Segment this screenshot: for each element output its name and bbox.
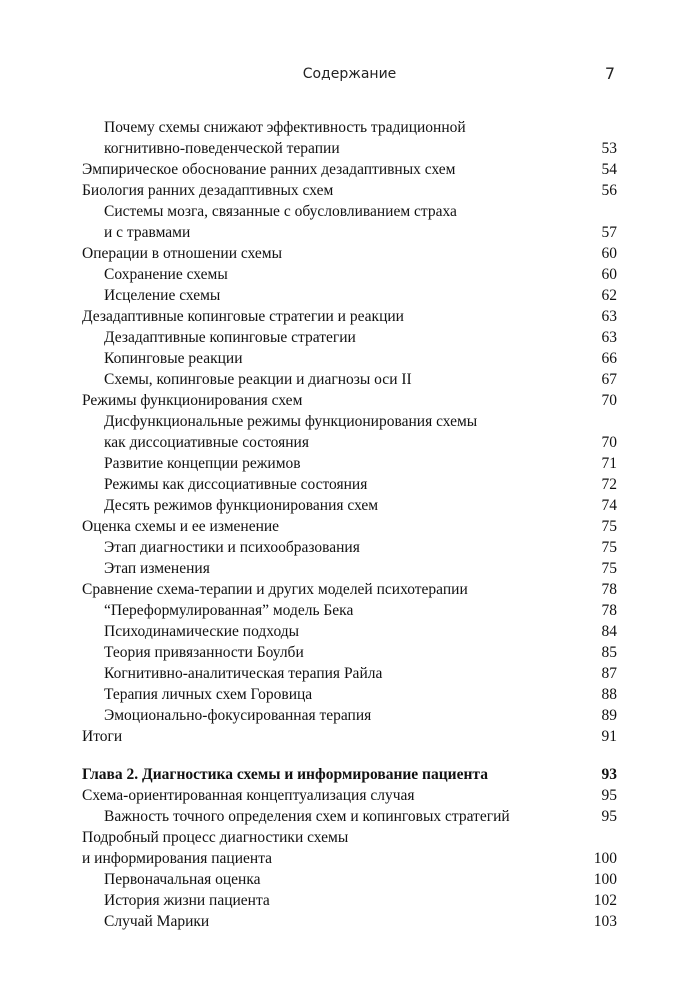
table-of-contents bbox=[82, 117, 617, 932]
toc-entry-page: 70 bbox=[601, 392, 617, 409]
toc-entry-page: 70 bbox=[601, 434, 617, 451]
toc-entry-page: 95 bbox=[601, 787, 617, 804]
toc-entry-title: Дезадаптивные копинговые стратегии и реакции bbox=[82, 308, 404, 325]
toc-entry-page: 93 bbox=[601, 766, 617, 783]
toc-chapter-entry bbox=[82, 764, 617, 785]
toc-entry bbox=[82, 159, 617, 180]
toc-entry-page: 53 bbox=[601, 140, 617, 157]
toc-entry-page: 89 bbox=[601, 707, 617, 724]
toc-entry-page: 75 bbox=[601, 539, 617, 556]
toc-entry bbox=[82, 117, 617, 159]
toc-entry-page: 60 bbox=[601, 266, 617, 283]
toc-entry-page: 87 bbox=[601, 665, 617, 682]
toc-entry-title: Схема-ориентированная концептуализация случая bbox=[82, 787, 415, 804]
toc-entry bbox=[82, 600, 617, 621]
toc-entry bbox=[82, 869, 617, 890]
running-header bbox=[0, 66, 699, 90]
toc-entry bbox=[82, 806, 617, 827]
toc-entry-title: Развитие концепции режимов bbox=[104, 455, 301, 472]
toc-entry-title: Биология ранних дезадаптивных схем bbox=[82, 182, 334, 199]
toc-entry-title: Десять режимов функционирования схем bbox=[104, 497, 379, 514]
toc-entry-title: Этап диагностики и психообразования bbox=[104, 539, 360, 556]
toc-entry-title: Операции в отношении схемы bbox=[82, 245, 283, 262]
toc-entry bbox=[82, 705, 617, 726]
toc-entry bbox=[82, 180, 617, 201]
toc-entry-title: Режимы как диссоциативные состояния bbox=[104, 476, 368, 493]
toc-entry-page: 67 bbox=[601, 371, 617, 388]
toc-entry-title: Дезадаптивные копинговые стратегии bbox=[104, 329, 356, 346]
toc-entry-page: 63 bbox=[601, 308, 617, 325]
toc-entry-page: 56 bbox=[601, 182, 617, 199]
toc-entry bbox=[82, 663, 617, 684]
toc-entry-title: как диссоциативные состояния bbox=[104, 434, 309, 451]
toc-entry bbox=[82, 327, 617, 348]
running-header-title: Содержание bbox=[302, 66, 397, 82]
toc-entry-page: 75 bbox=[601, 560, 617, 577]
toc-entry bbox=[82, 684, 617, 705]
toc-entry bbox=[82, 890, 617, 911]
toc-entry-title: и с травмами bbox=[104, 224, 191, 241]
toc-entry-page: 84 bbox=[601, 623, 617, 640]
toc-entry bbox=[82, 495, 617, 516]
toc-entry-page: 62 bbox=[601, 287, 617, 304]
toc-entry bbox=[82, 390, 617, 411]
toc-entry-page: 95 bbox=[601, 808, 617, 825]
toc-entry bbox=[82, 474, 617, 495]
toc-entry-page: 60 bbox=[601, 245, 617, 262]
toc-entry-page: 63 bbox=[601, 329, 617, 346]
toc-entry-page: 78 bbox=[601, 581, 617, 598]
toc-entry-title: Подробный процесс диагностики схемы bbox=[82, 829, 349, 846]
toc-entry-page: 100 bbox=[593, 850, 617, 867]
toc-entry-page: 78 bbox=[601, 602, 617, 619]
toc-entry-title: Почему схемы снижают эффективность традиционной bbox=[104, 119, 466, 136]
toc-entry-title: История жизни пациента bbox=[104, 892, 270, 909]
toc-entry-title: Когнитивно-аналитическая терапия Райла bbox=[104, 665, 383, 682]
toc-entry bbox=[82, 621, 617, 642]
toc-entry bbox=[82, 579, 617, 600]
toc-entry-title: Системы мозга, связанные с обусловливанием страха bbox=[104, 203, 457, 220]
toc-entry-title: Случай Марики bbox=[104, 913, 210, 930]
toc-entry-title: Режимы функционирования схем bbox=[82, 392, 303, 409]
toc-entry-page: 74 bbox=[601, 497, 617, 514]
page-number: 7 bbox=[604, 64, 615, 83]
toc-entry-page: 75 bbox=[601, 518, 617, 535]
toc-entry bbox=[82, 642, 617, 663]
toc-entry bbox=[82, 411, 617, 453]
toc-entry-page: 91 bbox=[601, 728, 617, 745]
toc-entry bbox=[82, 306, 617, 327]
toc-entry bbox=[82, 285, 617, 306]
toc-entry-title: Исцеление схемы bbox=[104, 287, 221, 304]
toc-entry-title: Схемы, копинговые реакции и диагнозы оси II bbox=[104, 371, 412, 388]
toc-entry-title: Оценка схемы и ее изменение bbox=[82, 518, 280, 535]
toc-entry-page: 102 bbox=[593, 892, 617, 909]
toc-entry-page: 88 bbox=[601, 686, 617, 703]
toc-entry-title: Итоги bbox=[82, 728, 123, 745]
toc-entry bbox=[82, 243, 617, 264]
toc-entry-title: Сохранение схемы bbox=[104, 266, 228, 283]
toc-entry-page: 103 bbox=[593, 913, 617, 930]
toc-entry-title: “Переформулированная” модель Бека bbox=[104, 602, 354, 619]
toc-entry bbox=[82, 558, 617, 579]
toc-entry-title: Глава 2. Диагностика схемы и информирование пациента bbox=[82, 766, 488, 783]
toc-entry-page: 71 bbox=[601, 455, 617, 472]
toc-entry bbox=[82, 827, 617, 869]
toc-entry-page: 54 bbox=[601, 161, 617, 178]
toc-entry bbox=[82, 264, 617, 285]
toc-entry bbox=[82, 348, 617, 369]
toc-entry-page: 72 bbox=[601, 476, 617, 493]
toc-entry-title: и информирования пациента bbox=[82, 850, 273, 867]
toc-entry bbox=[82, 369, 617, 390]
toc-entry-title: Эмоционально-фокусированная терапия bbox=[104, 707, 372, 724]
toc-entry-title: Этап изменения bbox=[104, 560, 210, 577]
toc-entry-title: Дисфункциональные режимы функционирования схемы bbox=[104, 413, 478, 430]
toc-entry-page: 100 bbox=[593, 871, 617, 888]
toc-entry bbox=[82, 911, 617, 932]
toc-entry-page: 66 bbox=[601, 350, 617, 367]
toc-entry bbox=[82, 785, 617, 806]
toc-entry-title: Сравнение схема-терапии и других моделей психотерапии bbox=[82, 581, 468, 598]
toc-entry-title: Терапия личных схем Горовица bbox=[104, 686, 313, 703]
toc-entry-page: 57 bbox=[601, 224, 617, 241]
toc-entry-title: когнитивно-поведенческой терапии bbox=[104, 140, 340, 157]
toc-entry-title: Теория привязанности Боулби bbox=[104, 644, 304, 661]
toc-entry bbox=[82, 201, 617, 243]
toc-entry-title: Психодинамические подходы bbox=[104, 623, 300, 640]
toc-entry-title: Первоначальная оценка bbox=[104, 871, 261, 888]
toc-entry-title: Копинговые реакции bbox=[104, 350, 243, 367]
toc-entry bbox=[82, 537, 617, 558]
toc-entry-title: Эмпирическое обоснование ранних дезадаптивных схем bbox=[82, 161, 456, 178]
toc-entry-page: 85 bbox=[601, 644, 617, 661]
toc-entry bbox=[82, 516, 617, 537]
toc-entry-title: Важность точного определения схем и копинговых стратегий bbox=[104, 808, 510, 825]
toc-entry bbox=[82, 453, 617, 474]
toc-entry bbox=[82, 726, 617, 747]
